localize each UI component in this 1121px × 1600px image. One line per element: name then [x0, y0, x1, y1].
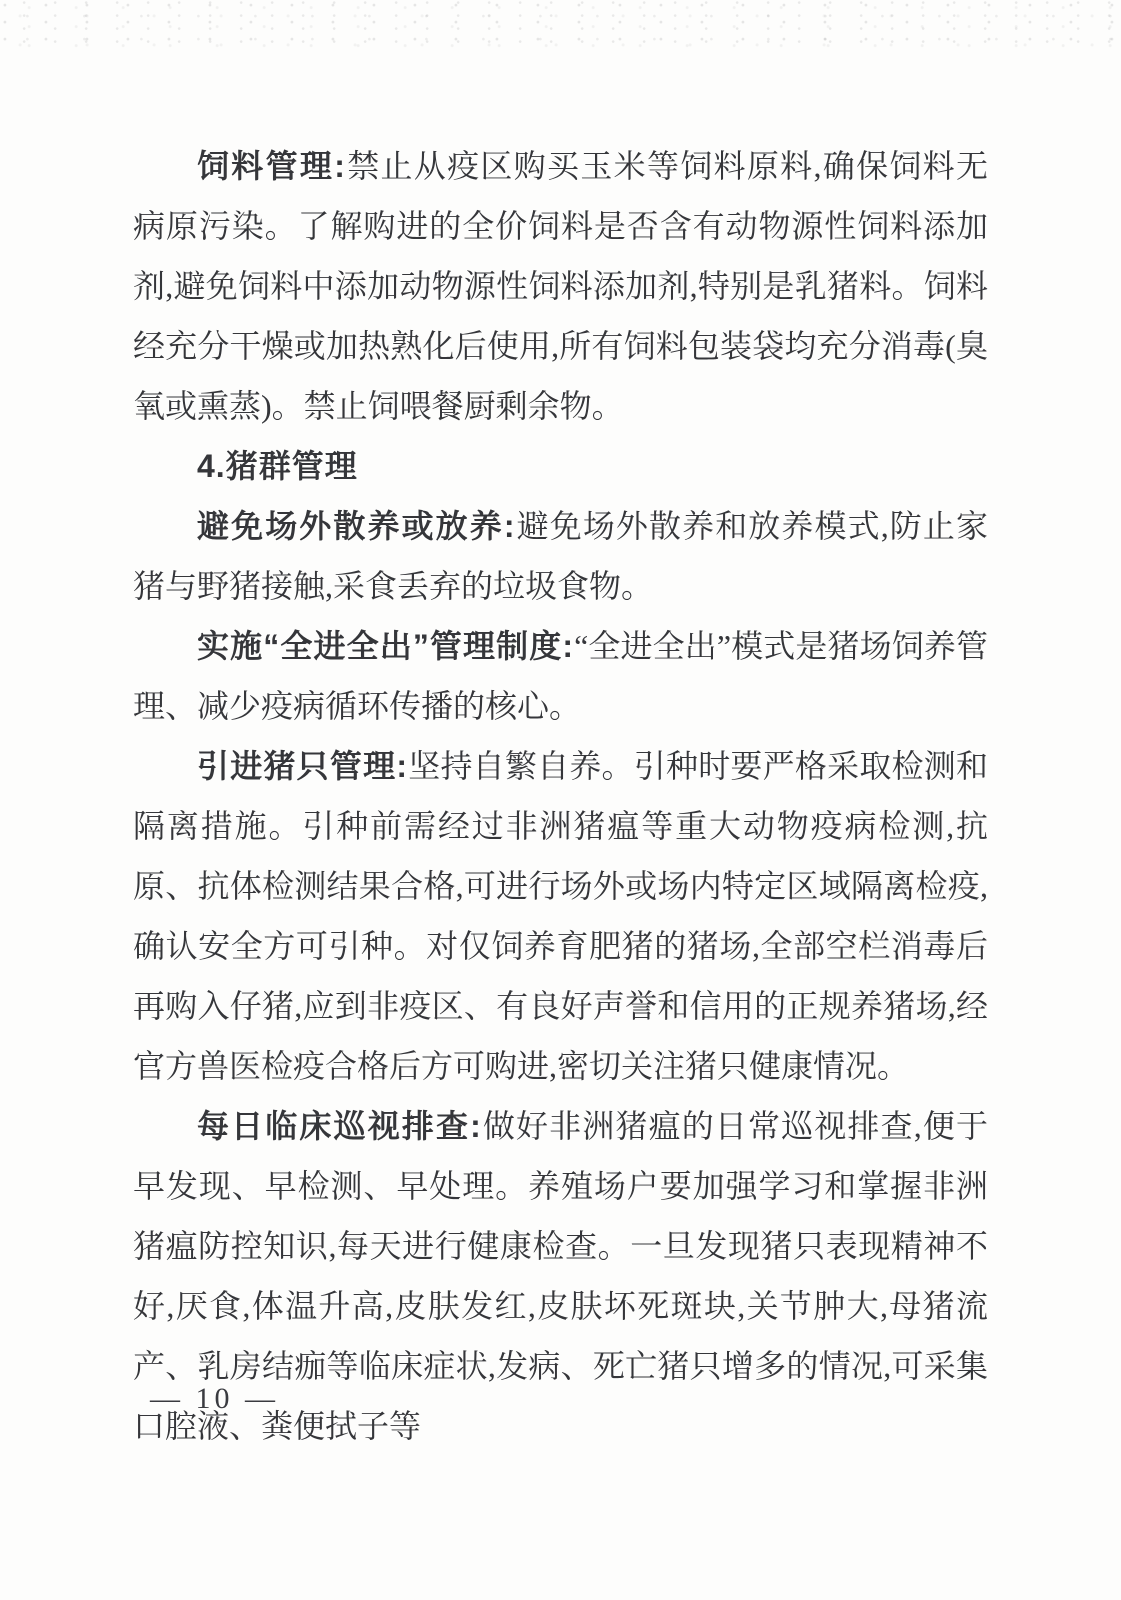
paragraph-text: 坚持自繁自养。引种时要严格采取检测和隔离措施。引种前需经过非洲猪瘟等重大动物疫病检测,抗原、抗体检测结果合格,可进行场外或场内特定区域隔离检疫,确认安全方可引种。对仅饲养育肥猪的猪场,全部空栏消毒后再购入仔猪,应到非疫区、有良好声誉和信用的正规养猪场,经官方兽医检疫合格后方可购进,密切关注猪只健康情况。	[133, 748, 988, 1084]
paragraph-text: “全进全出”模式是猪场饲养管理、减少疫病循环传播的核心。	[133, 628, 988, 724]
paragraph-lead: 引进猪只管理:	[197, 748, 408, 784]
paragraph-all-in-all-out	[133, 616, 988, 736]
paragraph-lead: 避免场外散养或放养:	[197, 508, 516, 544]
page-body	[133, 136, 988, 1456]
paragraph-lead: 实施“全进全出”管理制度:	[197, 628, 575, 664]
paragraph-free-range	[133, 496, 988, 616]
paragraph-lead: 饲料管理:	[197, 148, 346, 184]
paragraph-text: 避免场外散养和放养模式,防止家猪与野猪接触,采食丢弃的垃圾食物。	[133, 508, 988, 604]
section-heading: 4.猪群管理	[197, 448, 358, 484]
page-number: — 10 —	[150, 1382, 279, 1415]
paragraph-feed-management	[133, 136, 988, 436]
paragraph-text: 做好非洲猪瘟的日常巡视排查,便于早发现、早检测、早处理。养殖场户要加强学习和掌握非洲猪瘟防控知识,每天进行健康检查。一旦发现猪只表现精神不好,厌食,体温升高,皮肤发红,皮肤坏死斑块,关节肿大,母猪流产、乳房结痂等临床症状,发病、死亡猪只增多的情况,可采集口腔液、粪便拭子等	[133, 1108, 988, 1444]
paragraph-lead: 每日临床巡视排查:	[197, 1108, 482, 1144]
scan-noise-texture	[0, 0, 1121, 48]
paragraph-pig-introduction	[133, 736, 988, 1096]
paragraph-text: 禁止从疫区购买玉米等饲料原料,确保饲料无病原污染。了解购进的全价饲料是否含有动物源性饲料添加剂,避免饲料中添加动物源性饲料添加剂,特别是乳猪料。饲料经充分干燥或加热熟化后使用,所有饲料包装袋均充分消毒(臭氧或熏蒸)。禁止饲喂餐厨剩余物。	[133, 148, 988, 424]
